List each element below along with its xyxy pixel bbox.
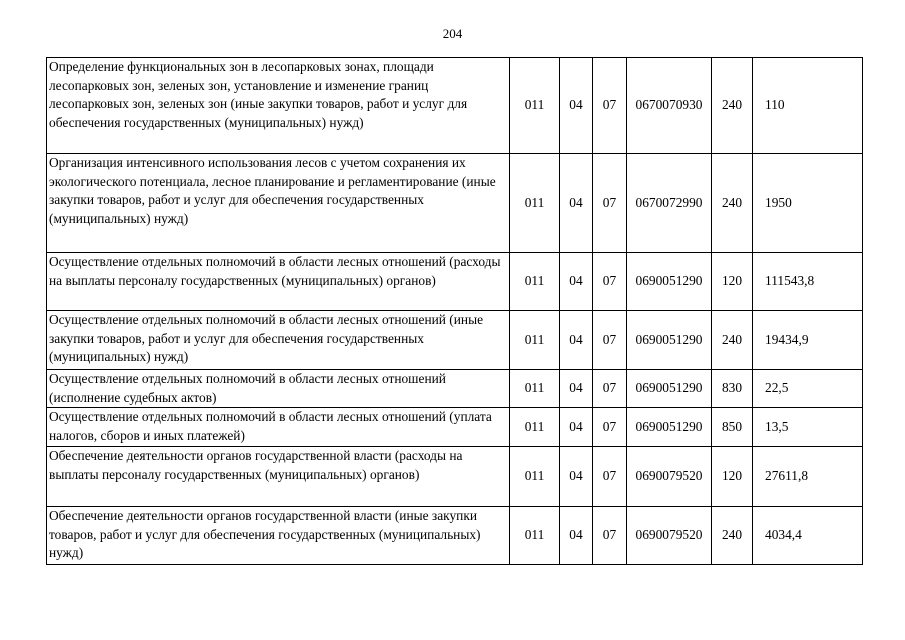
table-row [47,447,863,507]
row-description: Определение функциональных зон в лесопарковых зонах, площади лесопарковых зон, зеленых зон, установление и изменение границ лесопарковых зон, зеленых зон (иные закупки товаров, работ и услуг для обеспечения государственных (муниципальных) нужд) [47,58,510,154]
row-target-article: 0690051290 [627,253,712,311]
row-podrazdel: 07 [593,58,627,154]
row-description: Осуществление отдельных полномочий в области лесных отношений (иные закупки товаров, работ и услуг для обеспечения государственных (муниципальных) нужд) [47,311,510,370]
row-target-article: 0690051290 [627,408,712,447]
row-grbs: 011 [510,253,560,311]
row-amount: 1950 [753,154,863,253]
row-description: Осуществление отдельных полномочий в области лесных отношений (расходы на выплаты персоналу государственных (муниципальных) органов) [47,253,510,311]
table-row [47,507,863,565]
row-expense-type: 850 [712,408,753,447]
row-amount: 22,5 [753,370,863,408]
row-target-article: 0670070930 [627,58,712,154]
row-grbs: 011 [510,408,560,447]
row-target-article: 0690051290 [627,370,712,408]
row-expense-type: 830 [712,370,753,408]
row-grbs: 011 [510,370,560,408]
row-grbs: 011 [510,507,560,565]
row-grbs: 011 [510,58,560,154]
row-expense-type: 120 [712,253,753,311]
row-description: Осуществление отдельных полномочий в области лесных отношений (уплата налогов, сборов и иных платежей) [47,408,510,447]
row-amount: 13,5 [753,408,863,447]
row-amount: 19434,9 [753,311,863,370]
row-target-article: 0670072990 [627,154,712,253]
row-description: Осуществление отдельных полномочий в области лесных отношений (исполнение судебных актов) [47,370,510,408]
table-row [47,253,863,311]
budget-table [46,57,863,565]
row-expense-type: 240 [712,507,753,565]
row-amount: 110 [753,58,863,154]
row-target-article: 0690051290 [627,311,712,370]
row-amount: 4034,4 [753,507,863,565]
row-podrazdel: 07 [593,370,627,408]
page-number: 204 [442,26,463,41]
table-row [47,58,863,154]
row-razdel: 04 [560,58,593,154]
row-target-article: 0690079520 [627,507,712,565]
row-expense-type: 240 [712,58,753,154]
row-description: Обеспечение деятельности органов государственной власти (иные закупки товаров, работ и услуг для обеспечения государственных (муниципальных) нужд) [47,507,510,565]
row-razdel: 04 [560,507,593,565]
row-podrazdel: 07 [593,447,627,507]
table-row [47,311,863,370]
row-description: Обеспечение деятельности органов государственной власти (расходы на выплаты персоналу государственных (муниципальных) органов) [47,447,510,507]
row-grbs: 011 [510,154,560,253]
row-razdel: 04 [560,447,593,507]
row-expense-type: 240 [712,154,753,253]
row-podrazdel: 07 [593,154,627,253]
row-grbs: 011 [510,447,560,507]
row-amount: 27611,8 [753,447,863,507]
row-razdel: 04 [560,408,593,447]
row-razdel: 04 [560,370,593,408]
row-razdel: 04 [560,154,593,253]
row-razdel: 04 [560,311,593,370]
row-podrazdel: 07 [593,408,627,447]
row-description: Организация интенсивного использования лесов с учетом сохранения их экологического потенциала, лесное планирование и регламентирование (иные закупки товаров, работ и услуг для обеспечения государственных (муниципальных) нужд) [47,154,510,253]
row-amount: 111543,8 [753,253,863,311]
row-razdel: 04 [560,253,593,311]
table-row [47,154,863,253]
table-row [47,408,863,447]
row-expense-type: 240 [712,311,753,370]
table-row [47,370,863,408]
row-podrazdel: 07 [593,253,627,311]
row-podrazdel: 07 [593,311,627,370]
row-podrazdel: 07 [593,507,627,565]
row-expense-type: 120 [712,447,753,507]
row-target-article: 0690079520 [627,447,712,507]
row-grbs: 011 [510,311,560,370]
